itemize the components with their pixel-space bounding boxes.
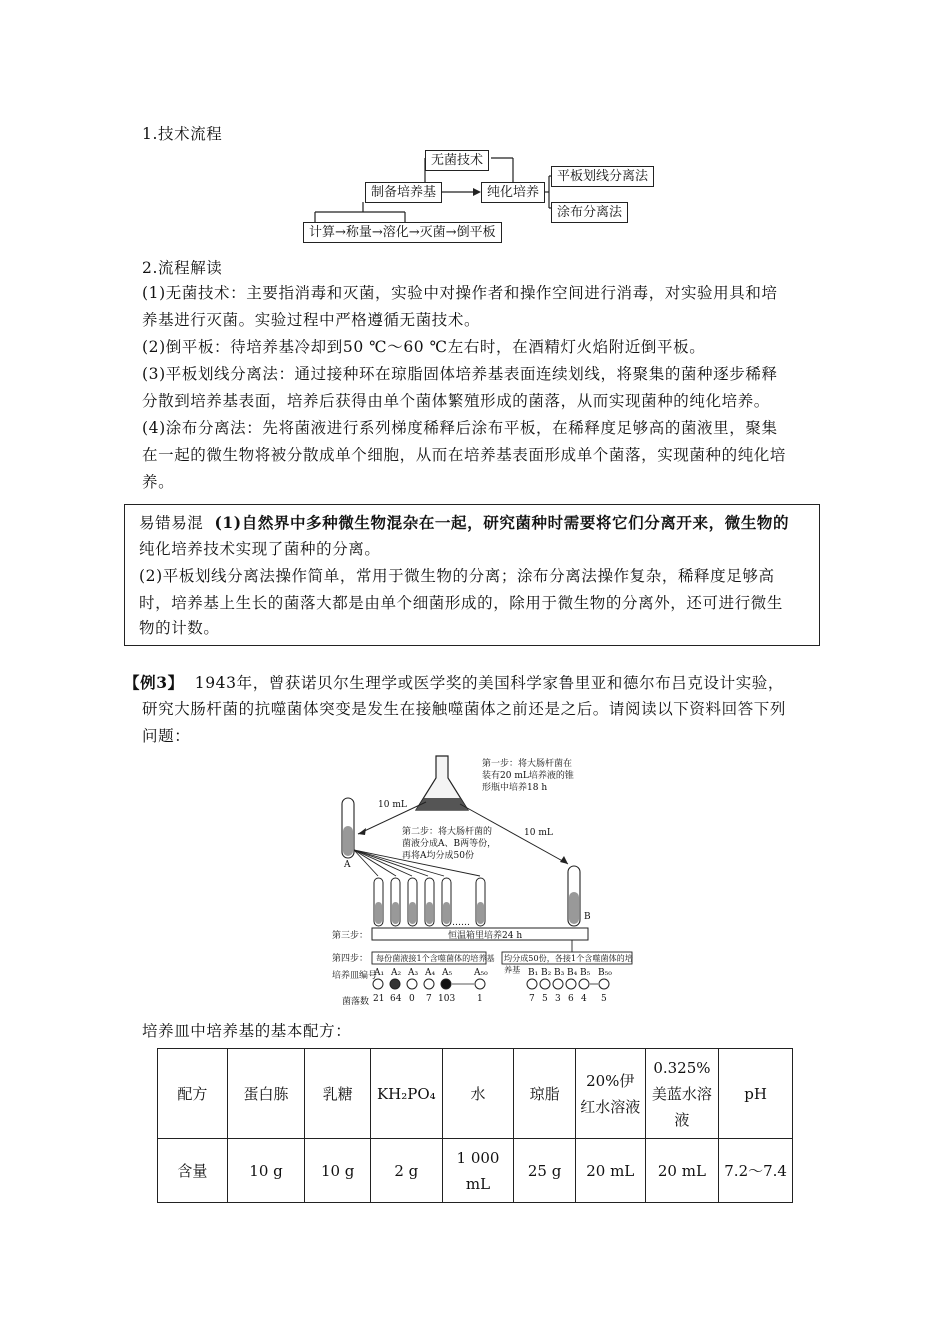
header-cell: 蛋白胨 <box>227 1049 305 1139</box>
header-cell: pH <box>719 1049 793 1139</box>
header-cell: KH₂PO₄ <box>371 1049 443 1139</box>
header-cell: 乳糖 <box>305 1049 371 1139</box>
value-cell: 10 g <box>227 1139 305 1203</box>
header-cell: 配方 <box>158 1049 228 1139</box>
count-b1: 7 <box>529 994 535 1004</box>
note-line5: 物的计数。 <box>139 619 220 637</box>
example-line1 <box>124 669 824 697</box>
aseptic-box: 无菌技术 <box>425 150 489 171</box>
example-text1: 1943年，曾获诺贝尔生理学或医学奖的美国科学家鲁里亚和德尔布吕克设计实验， <box>194 674 784 692</box>
purify-culture-box: 纯化培养 <box>481 182 545 203</box>
spread-method-box: 涂布分离法 <box>551 202 628 223</box>
para3-line1: (3)平板划线分离法：通过接种环在琼脂固体培养基表面连续划线，将聚集的菌种逐步稀释 <box>142 365 778 383</box>
experiment-figure <box>332 752 650 1010</box>
step1-text <box>482 758 574 794</box>
prepare-medium-box: 制备培养基 <box>365 182 442 203</box>
para1-line2: 养基进行灭菌。实验过程中严格遵循无菌技术。 <box>142 311 481 329</box>
count-b50: 5 <box>601 994 607 1004</box>
step4-a: 每份菌液接1个含噬菌体的培养基 <box>376 954 495 964</box>
value-cell: 20 mL <box>645 1139 719 1203</box>
dish-a4: A₄ <box>425 968 436 978</box>
dish-b5: B₅ <box>580 968 591 978</box>
para4-line2: 在一起的微生物将被分散成单个细胞，从而在培养基表面形成单个菌落，实现菌种的纯化培 <box>142 446 787 464</box>
vol-left: 10 mL <box>378 800 407 810</box>
value-cell: 7.2～7.4 <box>719 1139 793 1203</box>
example-line2: 研究大肠杆菌的抗噬菌体突变是发生在接触噬菌体之前还是之后。请阅读以下资料回答下列 <box>142 700 787 718</box>
note-text1: (1)自然界中多种微生物混杂在一起，研究菌种时需要将它们分离开来，微生物的 <box>214 513 790 532</box>
dish-a2: A₂ <box>391 968 402 978</box>
step2-text <box>402 826 496 862</box>
dish-a5: A₅ <box>442 968 453 978</box>
para3-line2: 分散到培养基表面，培养后获得由单个菌体繁殖形成的菌落，从而实现菌种的纯化培养。 <box>142 392 770 410</box>
step1-a: 第一步：将大肠杆菌在 <box>482 759 573 769</box>
dish-b1: B₁ <box>528 968 539 978</box>
note-box <box>124 504 820 646</box>
section-title-interpretation: 2.流程解读 <box>142 259 223 277</box>
vol-right: 10 mL <box>524 828 553 838</box>
dish-b3: B₃ <box>554 968 565 978</box>
count-a1: 21 <box>373 994 385 1004</box>
example-line3: 问题： <box>142 727 191 745</box>
value-cell: 2 g <box>371 1139 443 1203</box>
note-line4: 时，培养基上生长的菌落大都是由单个细菌形成的，除用于微生物的分离外，还可进行微生 <box>139 594 784 612</box>
dish-a3: A₃ <box>408 968 419 978</box>
count-a5: 103 <box>438 994 456 1004</box>
count-b3: 3 <box>555 994 561 1004</box>
table-caption: 培养皿中培养基的基本配方： <box>142 1022 352 1040</box>
value-cell: 1 000 mL <box>442 1139 514 1203</box>
count-b4: 6 <box>568 994 574 1004</box>
value-cell: 20 mL <box>575 1139 645 1203</box>
header-cell: 0.325%美蓝水溶液 <box>645 1049 719 1139</box>
dish-b2: B₂ <box>541 968 552 978</box>
colony-label: 菌落数 <box>342 997 370 1007</box>
count-a3: 0 <box>409 994 415 1004</box>
steps-box: 计算→称量→溶化→灭菌→倒平板 <box>303 222 502 243</box>
para4-line3: 养。 <box>142 473 175 491</box>
step3-label: 第三步： <box>332 931 369 941</box>
dish-label: 培养皿编号 <box>332 971 378 981</box>
dish-b4: B₄ <box>567 968 578 978</box>
para1-line1: (1)无菌技术：主要指消毒和灭菌，实验中对操作者和操作空间进行消毒，对实验用具和培 <box>142 284 778 302</box>
table-row <box>158 1139 793 1203</box>
step2-b: 菌液分成A、B两等份， <box>402 839 497 849</box>
dish-a1: A₁ <box>374 968 385 978</box>
example-label: 【例3】 <box>124 673 184 692</box>
incubate-label: 恒温箱里培养24 h <box>448 931 523 941</box>
note-line2: 纯化培养技术实现了菌种的分离。 <box>139 540 381 558</box>
para2-line1: (2)倒平板：待培养基冷却到50 ℃～60 ℃左右时，在酒精灯火焰附近倒平板。 <box>142 338 706 356</box>
step1-b: 装有20 mL培养液的锥 <box>482 771 574 781</box>
tube-a-label: A <box>344 860 351 870</box>
value-cell: 10 g <box>305 1139 371 1203</box>
value-cell: 25 g <box>514 1139 576 1203</box>
step2-c: 再将A均分成50份 <box>402 851 474 861</box>
tube-b-label: B <box>584 912 591 922</box>
ellipsis: …… <box>452 918 470 928</box>
note-line1 <box>139 509 809 537</box>
dish-b50: B₅₀ <box>598 968 612 978</box>
streak-method-box: 平板划线分离法 <box>551 166 654 187</box>
count-a4: 7 <box>426 994 432 1004</box>
header-cell: 20%伊红水溶液 <box>575 1049 645 1139</box>
step4-b: 均分成50份，各接1个含噬菌体的培养基 <box>504 954 633 976</box>
para4-line1: (4)涂布分离法：先将菌液进行系列梯度稀释后涂布平板，在稀释度足够高的菌液里，聚集 <box>142 419 778 437</box>
step2-a: 第二步：将大肠杆菌的 <box>402 827 493 837</box>
count-a2: 64 <box>390 994 402 1004</box>
count-b2: 5 <box>542 994 548 1004</box>
header-cell: 水 <box>442 1049 514 1139</box>
header-cell: 琼脂 <box>514 1049 576 1139</box>
recipe-table <box>157 1048 793 1203</box>
count-a50: 1 <box>477 994 483 1004</box>
dish-a50: A₅₀ <box>474 968 488 978</box>
row-label-cell: 含量 <box>158 1139 228 1203</box>
note-label: 易错易混 <box>139 514 204 532</box>
table-header-row <box>158 1049 793 1139</box>
step1-c: 形瓶中培养18 h <box>482 783 548 793</box>
count-b5: 4 <box>581 994 587 1004</box>
flow-diagram <box>295 146 655 246</box>
section-title-flow: 1.技术流程 <box>142 125 223 143</box>
note-line3: (2)平板划线分离法操作简单，常用于微生物的分离；涂布分离法操作复杂，稀释度足够高 <box>139 567 775 585</box>
step4-label: 第四步： <box>332 954 369 964</box>
